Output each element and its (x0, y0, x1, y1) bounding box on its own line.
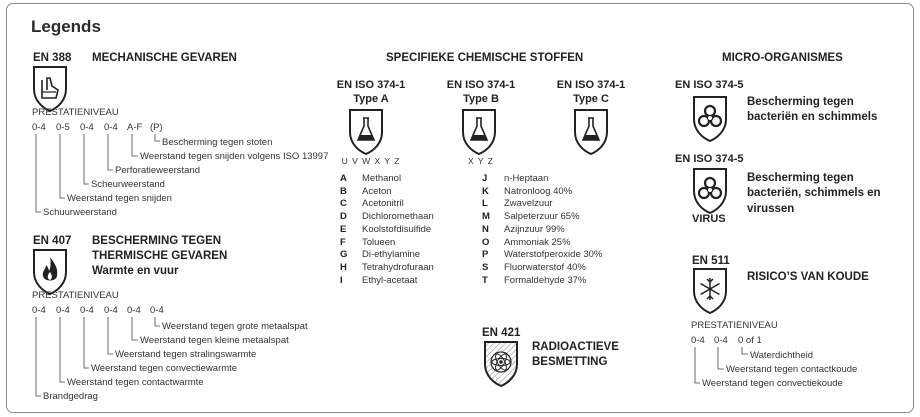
list-item: S Fluorwaterstof 40% (482, 261, 586, 273)
cold-code-3: 0 of 1 (738, 335, 762, 346)
type-a-label: Type A (353, 93, 389, 105)
mech-label-6: Schuurweerstand (43, 207, 117, 218)
thermal-label-2: Weerstand tegen kleine metaalspat (140, 335, 289, 346)
thermal-code-6: 0-4 (150, 305, 164, 316)
list-item: H Tetrahydrofuraan (340, 261, 434, 273)
virus-badge: VIRUS (692, 213, 726, 225)
thermal-label-4: Weerstand tegen convectiewarmte (91, 363, 238, 374)
list-item: P Waterstofperoxide 30% (482, 249, 603, 261)
list-item: C Acetonitril (340, 198, 404, 210)
micro-2-line-1: Bescherming tegen (747, 172, 854, 184)
cold-label-3: Weerstand tegen convectiekoude (702, 378, 843, 389)
mech-label-4: Scheurweerstand (91, 179, 165, 190)
micro-2-standard: EN ISO 374-5 (675, 153, 744, 165)
thermal-code-4: 0-4 (104, 305, 118, 316)
thermal-code-5: 0-4 (127, 305, 141, 316)
micro-2-line-3: virussen (747, 203, 795, 215)
list-item: J n-Heptaan (482, 173, 549, 184)
thermal-code-1: 0-4 (32, 305, 46, 316)
list-item: O Ammoniak 25% (482, 236, 571, 248)
chemical-heading: SPECIFIEKE CHEMISCHE STOFFEN (386, 52, 584, 64)
thermal-label-3: Weerstand tegen stralingswarmte (115, 349, 257, 360)
radio-heading-2: BESMETTING (532, 356, 608, 368)
list-item: K Natronloog 40% (482, 185, 573, 197)
cold-code-1: 0-4 (691, 335, 705, 346)
micro-heading: MICRO-ORGANISMES (722, 52, 843, 64)
page-title: Legends (31, 17, 101, 36)
mech-heading: MECHANISCHE GEVAREN (92, 52, 237, 64)
type-a-standard: EN ISO 374-1 (336, 79, 406, 91)
type-a-letters: U V W X Y Z (341, 156, 401, 166)
thermal-code-3: 0-4 (80, 305, 94, 316)
mech-code-6: (P) (150, 122, 163, 133)
thermal-code-2: 0-4 (56, 305, 70, 316)
cold-label-1: Waterdichtheid (750, 350, 814, 361)
en388-standard: EN 388 (33, 52, 72, 64)
mech-label-5: Weerstand tegen snijden (67, 193, 172, 204)
mech-label-2: Weerstand tegen snijden volgens ISO 13997 (140, 151, 329, 162)
cold-code-2: 0-4 (714, 335, 728, 346)
thermal-perf-label: PRESTATIENIVEAU (32, 290, 119, 301)
thermal-heading-2: THERMISCHE GEVAREN (92, 250, 228, 262)
mech-code-3: 0-4 (80, 122, 94, 133)
list-item: E Koolstofdisulfide (340, 223, 432, 235)
mech-perf-label: PRESTATIENIVEAU (32, 107, 119, 118)
thermal-subheading: Warmte en vuur (92, 265, 179, 277)
cold-perf-label: PRESTATIENIVEAU (691, 320, 778, 331)
mech-label-1: Bescherming tegen stoten (162, 137, 273, 148)
list-item: L Zwavelzuur (482, 198, 553, 210)
en511-standard: EN 511 (692, 255, 730, 267)
list-item: D Dichloromethaan (340, 211, 434, 223)
type-b-letters: X Y Z (468, 156, 494, 166)
thermal-label-5: Weerstand tegen contactwarmte (67, 377, 204, 388)
thermal-label-1: Weerstand tegen grote metaalspat (162, 321, 308, 332)
list-item: F Tolueen (340, 236, 396, 248)
type-b-standard: EN ISO 374-1 (446, 79, 516, 91)
list-item: M Salpeterzuur 65% (482, 211, 580, 223)
micro-2-line-2: bacteriën, schimmels en (747, 187, 881, 199)
mech-code-4: 0-4 (104, 122, 118, 133)
type-b-label: Type B (463, 93, 499, 105)
mech-code-2: 0-5 (56, 122, 70, 133)
mech-code-5: A-F (127, 122, 143, 133)
micro-1-line-2: bacteriën en schimmels (747, 111, 878, 123)
en407-standard: EN 407 (33, 235, 72, 247)
list-item: G Di-ethylamine (340, 249, 421, 261)
cold-label-2: Weerstand tegen contactkoude (726, 364, 858, 375)
micro-1-line-1: Bescherming tegen (747, 96, 854, 108)
mech-label-3: Perforatieweerstand (115, 165, 201, 176)
list-item: I Ethyl-acetaat (340, 274, 418, 286)
mech-code-1: 0-4 (32, 122, 46, 133)
cold-heading: RISICO’S VAN KOUDE (747, 271, 869, 283)
list-item: A Methanol (340, 173, 402, 184)
thermal-heading-1: BESCHERMING TEGEN (92, 235, 222, 247)
thermal-label-6: Brandgedrag (43, 391, 98, 402)
list-item: T Formaldehyde 37% (482, 274, 587, 286)
radio-heading-1: RADIOACTIEVE (532, 341, 619, 353)
micro-1-standard: EN ISO 374-5 (675, 79, 744, 91)
list-item: N Azijnzuur 99% (482, 223, 565, 235)
type-c-standard: EN ISO 374-1 (556, 79, 626, 91)
type-c-label: Type C (573, 93, 609, 105)
en421-standard: EN 421 (482, 327, 521, 339)
list-item: B Aceton (340, 185, 392, 197)
